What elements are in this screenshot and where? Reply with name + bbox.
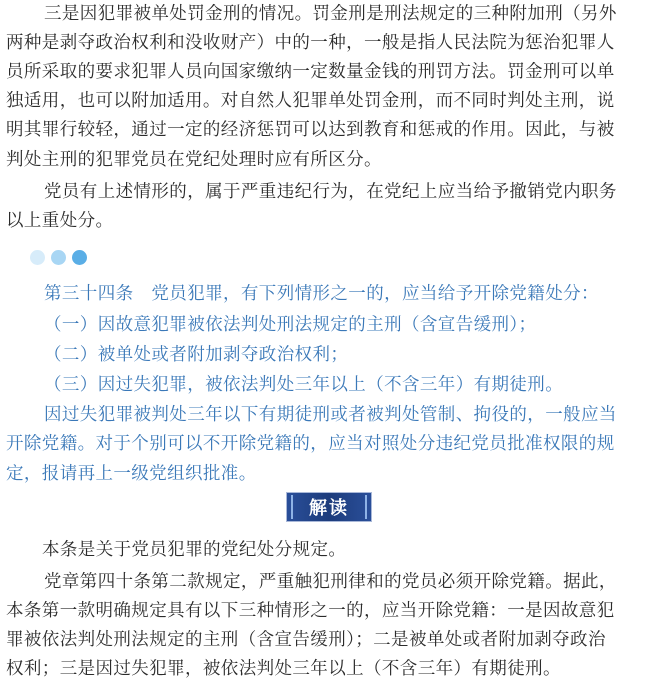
body-line: 党章第四十条第二款规定，严重触犯刑律和的党员必须开除党籍。据此， (44, 572, 617, 592)
article-paragraph-line: 因过失犯罪被判处三年以下有期徒刑或者被判处管制、拘役的，一般应当 (44, 405, 617, 425)
decorative-dots (30, 250, 87, 265)
article-item: （二）被单处或者附加剥夺政治权利； (44, 345, 349, 365)
article-item: （三）因过失犯罪，被依法判处三年以上（不含三年）有期徒刑。 (44, 375, 564, 395)
body-line: 独适用，也可以附加适用。对自然人犯罪单处罚金刑，而不同时判处主刑，说 (6, 91, 615, 111)
body-line: 权利；三是因过失犯罪，被依法判处三年以上（不含三年）有期徒刑。 (6, 659, 561, 679)
body-line: 本条是关于党员犯罪的党纪处分规定。 (42, 540, 347, 560)
dot-icon (30, 250, 45, 265)
body-line: 党员有上述情形的，属于严重违纪行为，在党纪上应当给予撤销党内职务 (44, 182, 617, 202)
body-line: 明其罪行较轻，通过一定的经济惩罚可以达到教育和惩戒的作用。因此，与被 (6, 120, 615, 140)
article-item: （一）因故意犯罪被依法判处刑法规定的主刑（含宣告缓刑）； (44, 315, 537, 335)
article-paragraph-line: 定，报请再上一级党组织批准。 (6, 464, 257, 484)
body-line: 两种是剥夺政治权利和没收财产）中的一种，一般是指人民法院为惩治犯罪人 (6, 33, 615, 53)
body-line: 判处主刑的犯罪党员在党纪处理时应有所区分。 (6, 150, 382, 170)
dot-icon (72, 250, 87, 265)
badge-label: 解读 (309, 498, 349, 519)
article-paragraph-line: 开除党籍。对于个别可以不开除党籍的，应当对照处分违纪党员批准权限的规 (6, 434, 615, 454)
body-line: 三是因犯罪被单处罚金刑的情况。罚金刑是刑法规定的三种附加刑（另外 (44, 4, 617, 24)
body-line: 以上重处分。 (6, 211, 114, 231)
body-line: 罪被依法判处刑法规定的主刑（含宣告缓刑）；二是被单处或者附加剥夺政治 (6, 630, 606, 650)
body-line: 员所采取的要求犯罪人员向国家缴纳一定数量金钱的刑罚方法。罚金刑可以单 (6, 62, 615, 82)
dot-icon (51, 250, 66, 265)
article-heading: 第三十四条 党员犯罪，有下列情形之一的，应当给予开除党籍处分： (44, 284, 599, 304)
interpretation-badge (286, 492, 372, 522)
body-line: 本条第一款明确规定具有以下三种情形之一的，应当开除党籍：一是因故意犯 (6, 601, 615, 621)
